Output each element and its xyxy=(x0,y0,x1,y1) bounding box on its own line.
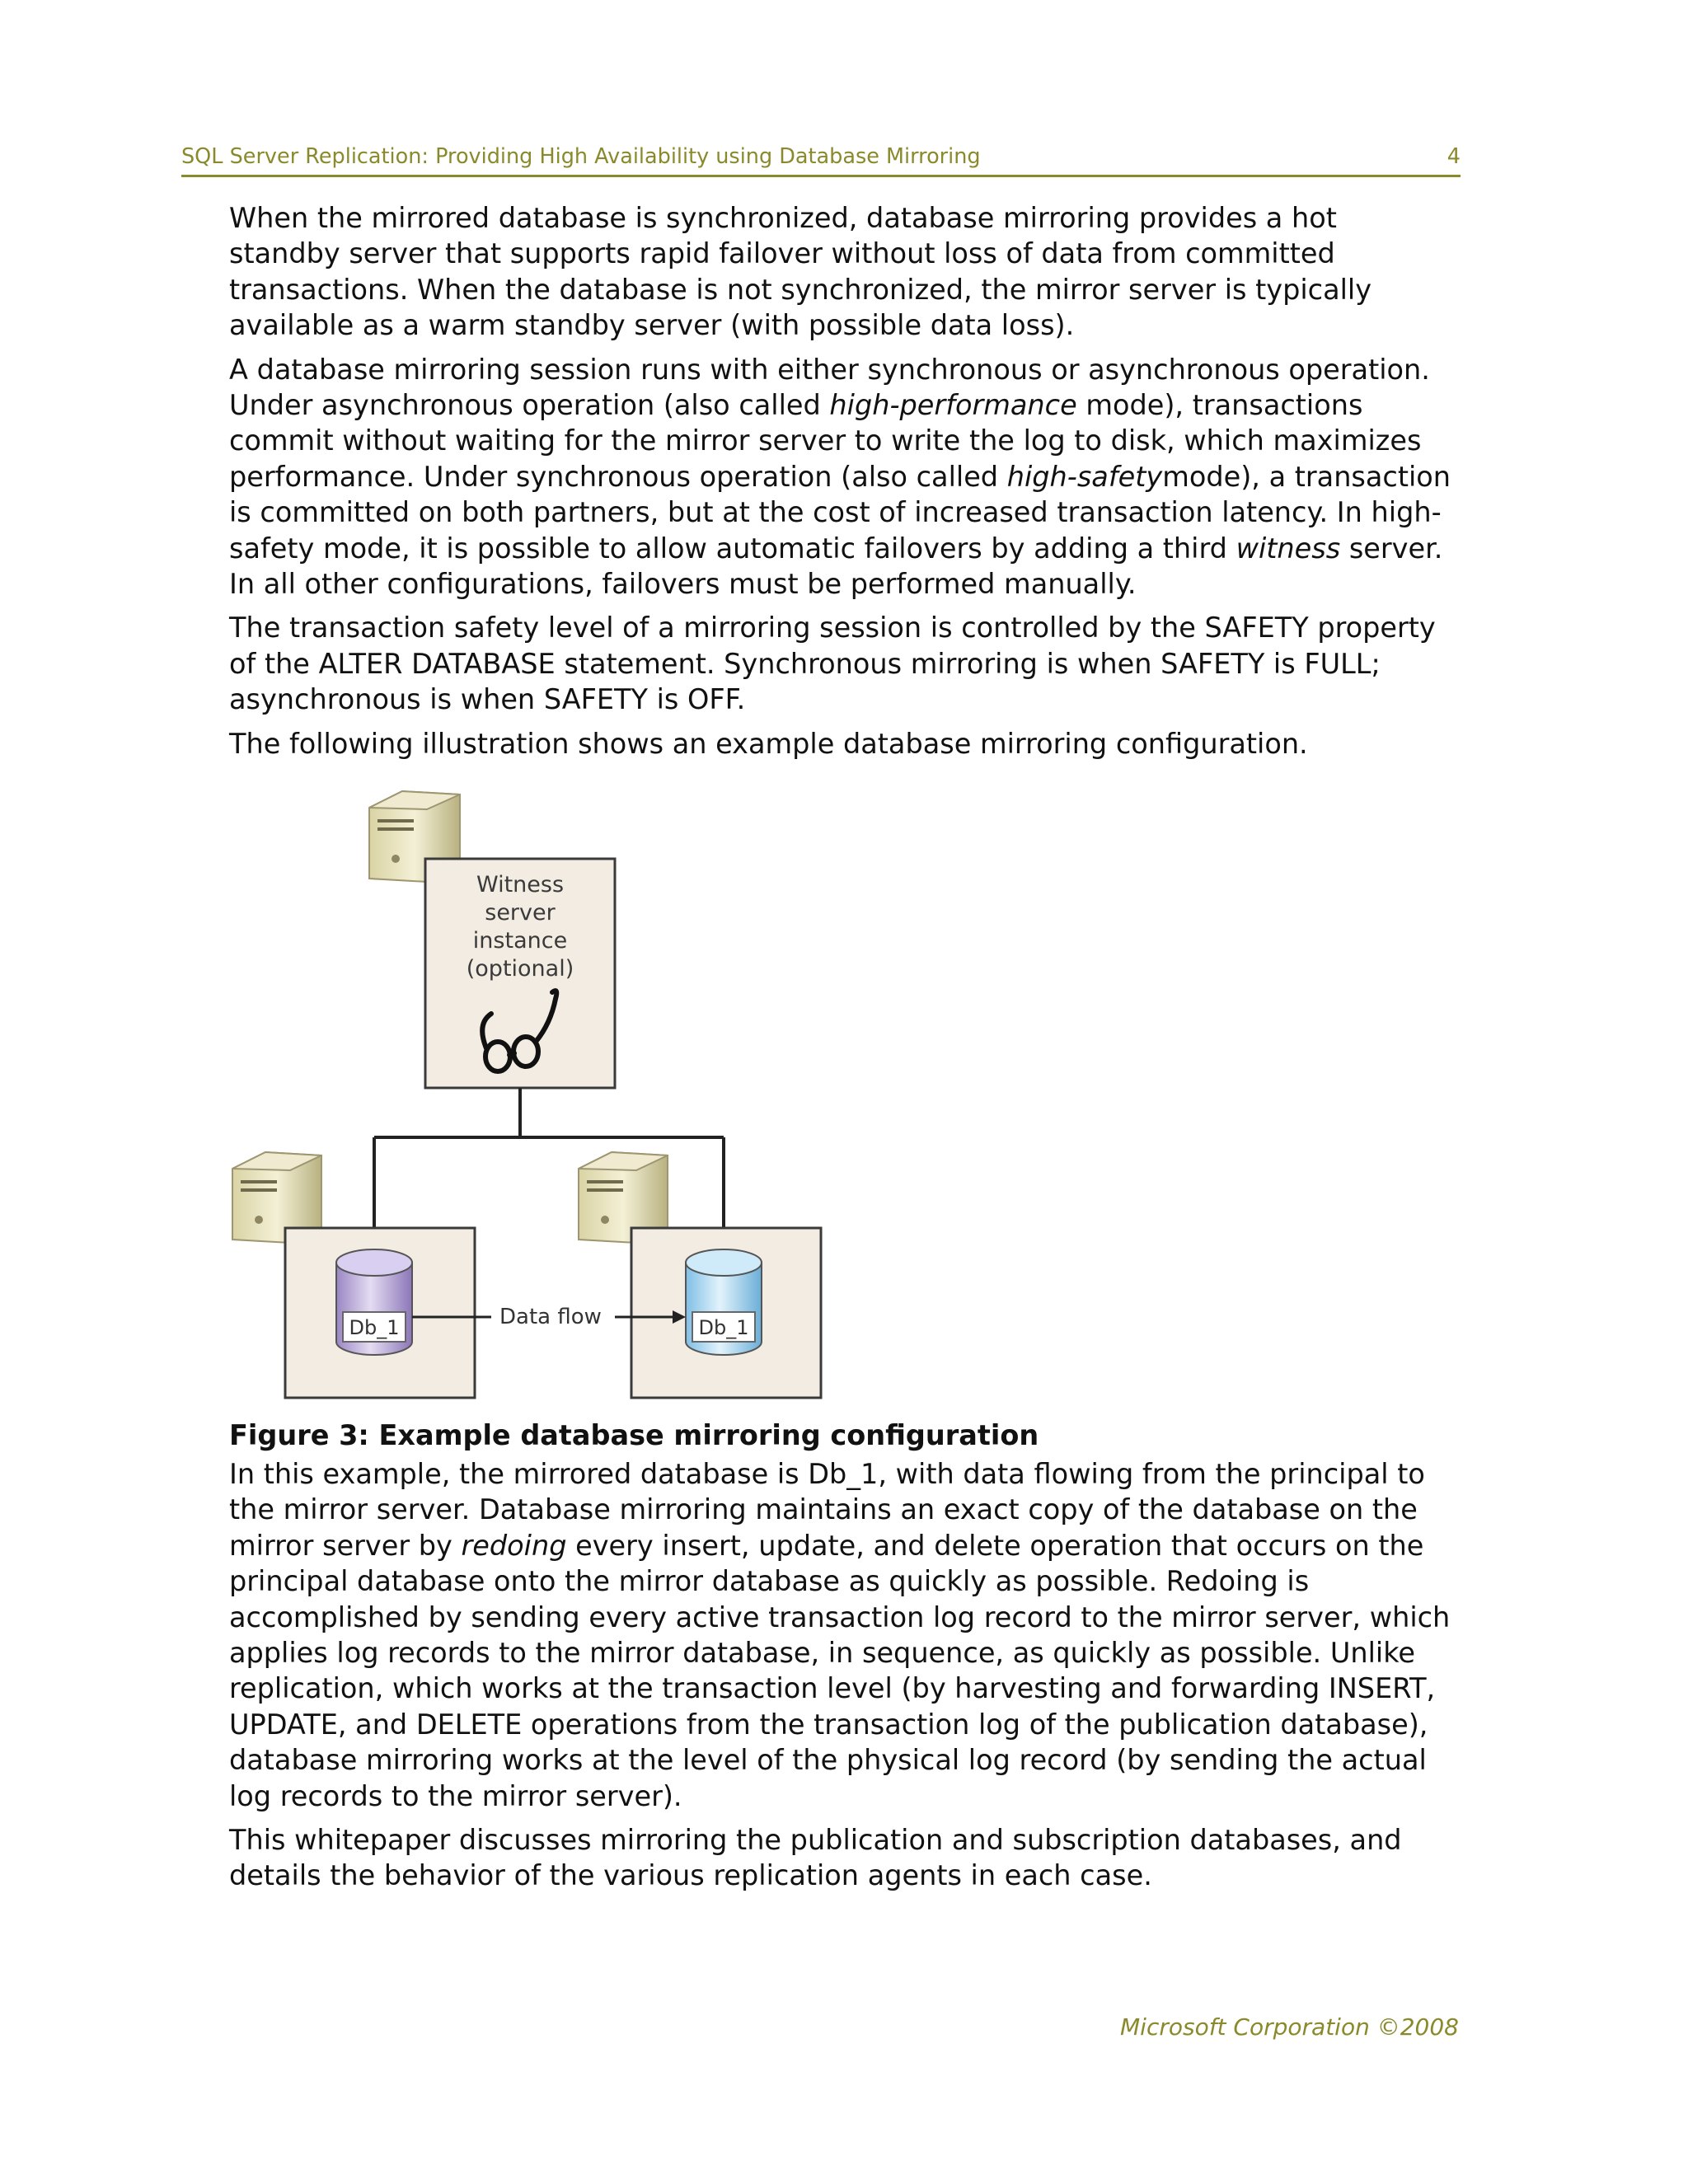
footer-copyright: Microsoft Corporation ©2008 xyxy=(1120,2013,1459,2041)
text-line: standby server that supports rapid failover without loss of data from committed xyxy=(229,237,1335,270)
text-line: principal database onto the mirror database as quickly as possible. Redoing is xyxy=(229,1565,1310,1598)
text-line: of the ALTER DATABASE statement. Synchronous mirroring is when SAFETY is FULL; xyxy=(229,647,1381,680)
text-line: safety mode, it is possible to allow automatic failovers by adding a third witness server. xyxy=(229,532,1443,565)
text-line: asynchronous is when SAFETY is OFF. xyxy=(229,683,746,716)
paragraph xyxy=(229,1456,1465,1814)
paragraph xyxy=(229,726,1465,762)
text-line: the mirror server. Database mirroring maintains an exact copy of the database on the xyxy=(229,1493,1418,1526)
text-line: Under asynchronous operation (also called high-performance mode), transactions xyxy=(229,389,1363,422)
text-line: In this example, the mirrored database is Db_1, with data flowing from the principal to xyxy=(229,1458,1425,1490)
text-line: When the mirrored database is synchronized, database mirroring provides a hot xyxy=(229,202,1337,234)
text-line: This whitepaper discusses mirroring the publication and subscription databases, and xyxy=(229,1824,1402,1857)
text-line: UPDATE, and DELETE operations from the transaction log of the publication database), xyxy=(229,1708,1428,1741)
figure-caption: Figure 3: Example database mirroring configuration xyxy=(229,1419,1039,1451)
text-line: mirror server by redoing every insert, update, and delete operation that occurs on the xyxy=(229,1529,1424,1562)
text-line: details the behavior of the various replication agents in each case. xyxy=(229,1859,1152,1892)
text-line: The following illustration shows an example database mirroring configuration. xyxy=(229,727,1308,760)
mirroring-diagram xyxy=(229,776,826,1403)
text-line: replication, which works at the transaction level (by harvesting and forwarding INSERT, xyxy=(229,1672,1436,1705)
paragraph xyxy=(229,200,1465,344)
text-line: available as a warm standby server (with possible data loss). xyxy=(229,309,1075,342)
witness-label-line-2: server xyxy=(485,900,556,926)
text-line: commit without waiting for the mirror server to write the log to disk, which maximizes xyxy=(229,424,1422,457)
page-header xyxy=(181,142,1461,177)
witness-label-line-4: (optional) xyxy=(466,956,574,982)
header-title: SQL Server Replication: Providing High Availability using Database Mirroring xyxy=(181,144,981,169)
principal-db-label: Db_1 xyxy=(349,1316,400,1339)
page-number: 4 xyxy=(1447,144,1461,169)
data-flow-label: Data flow xyxy=(499,1305,602,1329)
text-line: log records to the mirror server). xyxy=(229,1779,682,1812)
text-line: applies log records to the mirror database, in sequence, as quickly as possible. Unlike xyxy=(229,1637,1416,1670)
text-line: The transaction safety level of a mirroring session is controlled by the SAFETY property xyxy=(229,612,1436,644)
text-line: accomplished by sending every active transaction log record to the mirror server, which xyxy=(229,1601,1451,1633)
text-line: transactions. When the database is not synchronized, the mirror server is typically xyxy=(229,273,1372,306)
text-line: A database mirroring session runs with either synchronous or asynchronous operation. xyxy=(229,353,1430,386)
mirror-db-label: Db_1 xyxy=(698,1316,749,1339)
witness-label-line-1: Witness xyxy=(476,872,565,898)
paragraph xyxy=(229,1822,1465,1894)
body-text-bottom xyxy=(229,1456,1465,1902)
text-line: is committed on both partners, but at the cost of increased transaction latency. In high- xyxy=(229,496,1442,529)
body-text-top xyxy=(229,200,1465,770)
witness-label-line-3: instance xyxy=(472,928,568,954)
paragraph xyxy=(229,352,1465,602)
principal-database-icon xyxy=(336,1249,412,1355)
mirror-database-icon xyxy=(686,1249,762,1355)
paragraph xyxy=(229,610,1465,717)
text-line: database mirroring works at the level of the physical log record (by sending the actual xyxy=(229,1744,1427,1777)
text-line: In all other configurations, failovers must be performed manually. xyxy=(229,568,1137,601)
text-line: performance. Under synchronous operation (also called high-safetymode), a transaction xyxy=(229,460,1451,493)
